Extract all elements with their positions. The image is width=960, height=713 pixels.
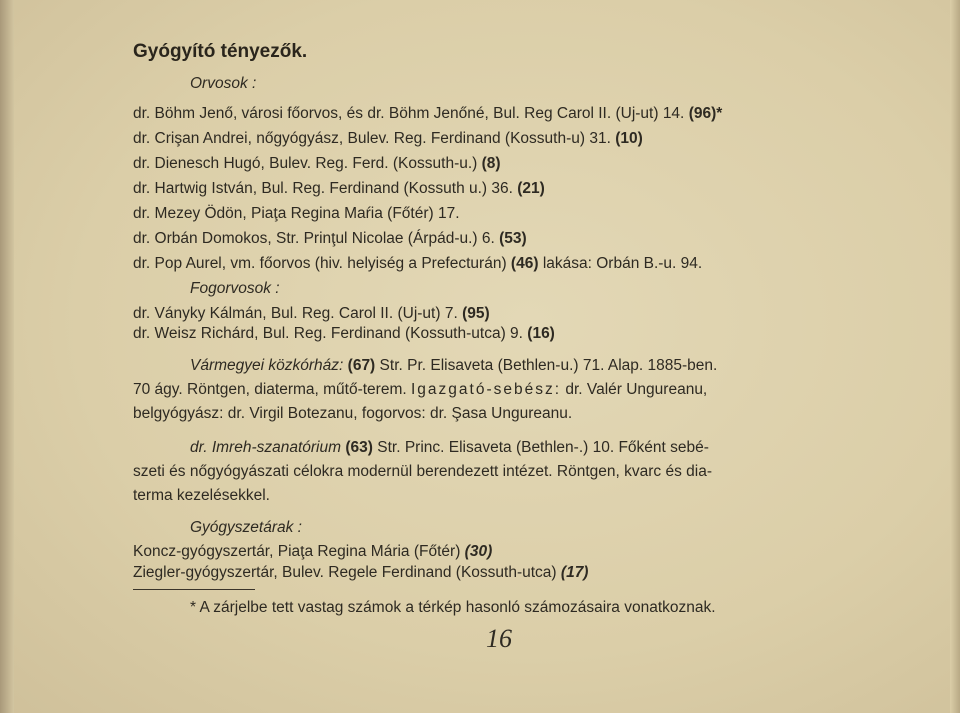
dentist-entry: dr. Ványky Kálmán, Bul. Reg. Carol II. (Uj-ut) 7. (95): [133, 305, 490, 322]
doctor-entry: dr. Dienesch Hugó, Bulev. Reg. Ferd. (Kossuth-u.) (8): [133, 155, 501, 172]
hospital-staff: belgyógyász: dr. Virgil Botezanu, fogorvos: dr. Şasa Ungureanu.: [133, 405, 573, 422]
dentist-entry: dr. Weisz Richárd, Bul. Reg. Ferdinand (Kossuth-utca) 9. (16): [133, 325, 555, 342]
doctor-entry: dr. Orbán Domokos, Str. Prinţul Nicolae (Árpád-u.) 6. (53): [133, 230, 527, 247]
section-dentists-label: Fogorvosok :: [190, 280, 280, 297]
sanatorium-description-end: terma kezelésekkel.: [133, 487, 270, 504]
sanatorium-entry: dr. Imreh-szanatórium (63) Str. Princ. Elisaveta (Bethlen-.) 10. Főként sebé-: [190, 439, 709, 456]
page-edge-right: [950, 0, 960, 713]
hospital-details: 70 ágy. Röntgen, diaterma, műtő-terem. Igazgató-sebész: dr. Valér Ungureanu,: [133, 381, 708, 398]
page-heading: Gyógyító tényezők.: [133, 41, 308, 62]
footnote: * A zárjelbe tett vastag számok a térkép hasonló számozásaira vonatkoznak.: [190, 599, 716, 616]
doctor-entry: dr. Pop Aurel, vm. főorvos (hiv. helyiség a Prefecturán) (46) lakása: Orbán B.-u. 94.: [133, 255, 703, 272]
page-edge-left: [0, 0, 14, 713]
hospital-name: Vármegyei közkórház:: [190, 357, 344, 374]
section-pharmacies-label: Gyógyszetárak :: [190, 519, 302, 536]
doctor-entry: dr. Böhm Jenő, városi főorvos, és dr. Böhm Jenőné, Bul. Reg Carol II. (Uj-ut) 14. (96)*: [133, 105, 723, 122]
footnote-divider: [133, 589, 255, 590]
page-number: 16: [486, 624, 512, 653]
pharmacy-entry: Ziegler-gyógyszertár, Bulev. Regele Ferdinand (Kossuth-utca) (17): [133, 564, 589, 581]
sanatorium-description: szeti és nőgyógyászati célokra modernül berendezett intézet. Röntgen, kvarc és dia-: [133, 463, 712, 480]
doctor-entry: dr. Hartwig István, Bul. Reg. Ferdinand (Kossuth u.) 36. (21): [133, 180, 545, 197]
doctor-entry: dr. Mezey Ödön, Piaţa Regina Maŕia (Főtér) 17.: [133, 205, 460, 222]
pharmacy-entry: Koncz-gyógyszertár, Piaţa Regina Mária (Főtér) (30): [133, 543, 493, 560]
section-doctors-label: Orvosok :: [190, 75, 257, 92]
sanatorium-name: Imreh-szanatórium: [211, 439, 342, 456]
hospital-entry: Vármegyei közkórház: (67) Str. Pr. Elisaveta (Bethlen-u.) 71. Alap. 1885-ben.: [190, 357, 718, 374]
doctor-entry: dr. Crişan Andrei, nőgyógyász, Bulev. Reg. Ferdinand (Kossuth-u) 31. (10): [133, 130, 643, 147]
